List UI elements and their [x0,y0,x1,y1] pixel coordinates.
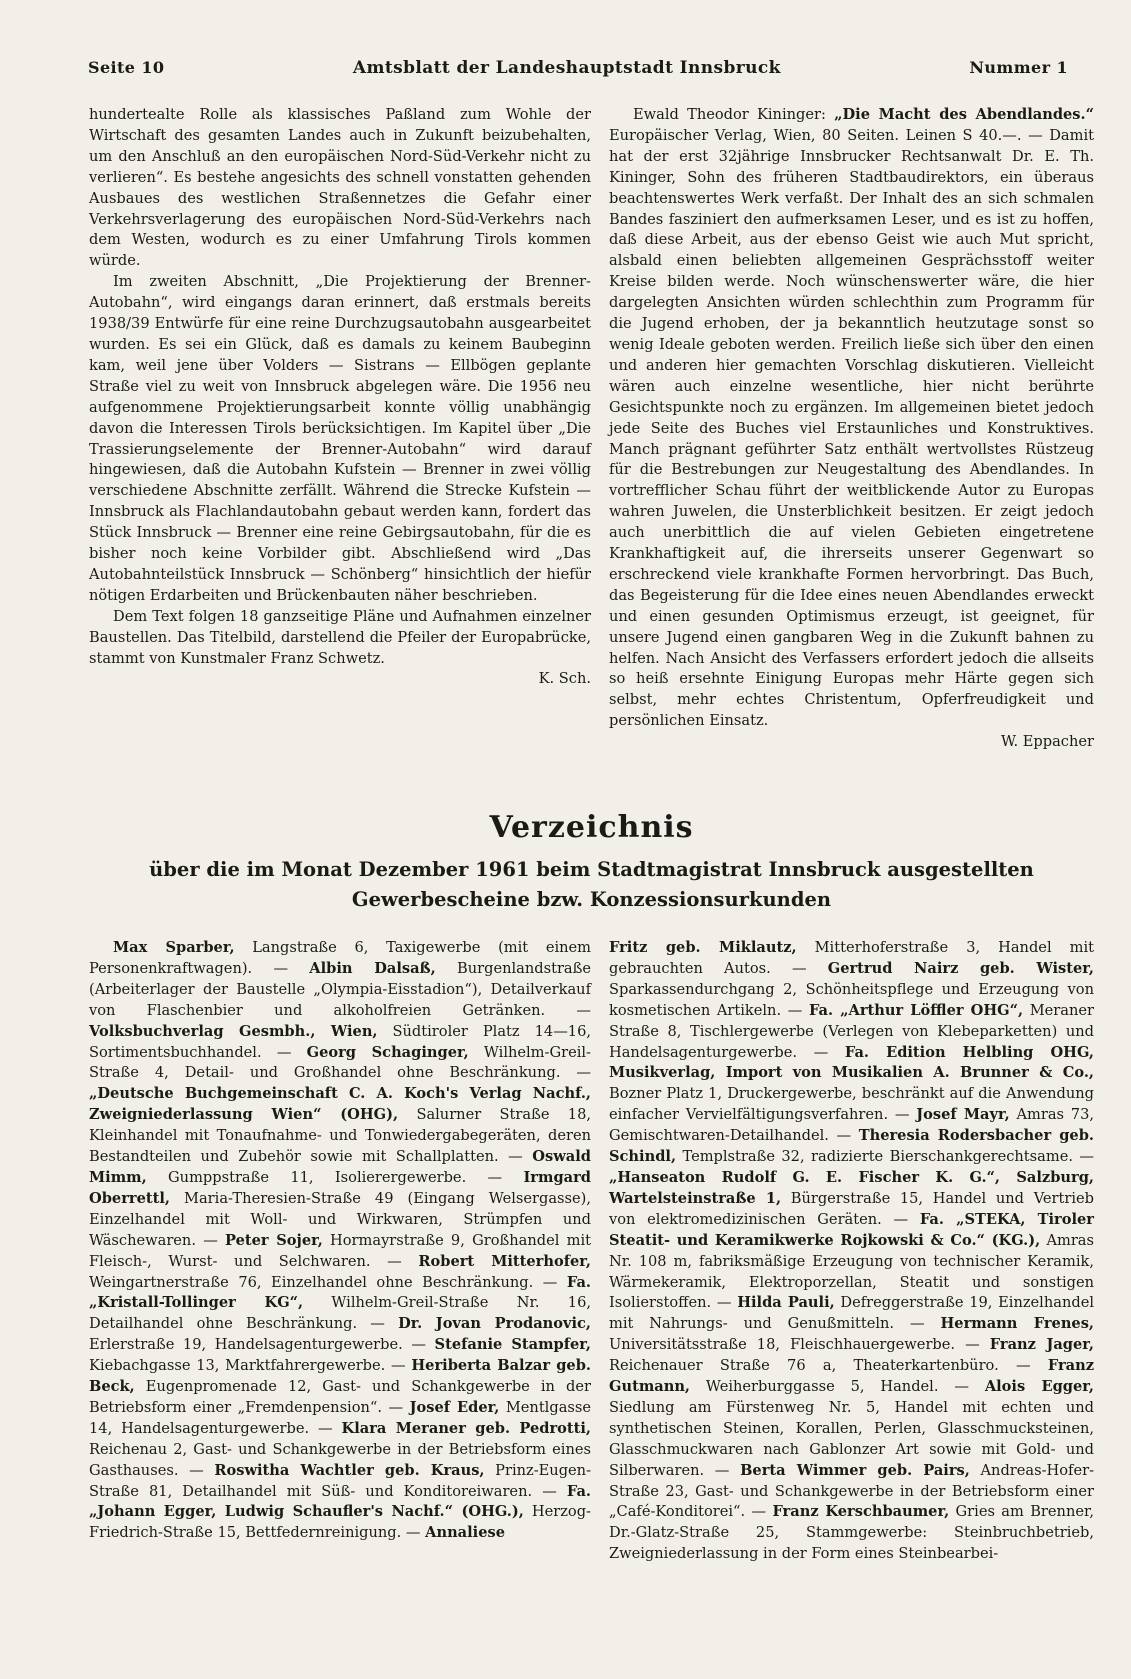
license-details: Sparkassendurchgang 2, Schönheitspflege und Erzeugung von kosmetischen Artikeln. — [609,980,1094,1019]
licensee-name: Heriberta Balzar geb. Beck, [89,1357,591,1396]
license-details: Bürgerstraße 15, Handel und Vertrieb von elektromedizinischen Geräten. — [609,1189,1094,1228]
licensee-name: Franz Jager, [989,1336,1094,1354]
licensee-name: Georg Schaginger, [306,1043,469,1061]
book-review-paragraph [609,105,1094,732]
licensee-name: Josef Mayr, [916,1106,1010,1124]
licensee-name: Fa. „Arthur Löffler OHG“, [808,1001,1024,1019]
licensee-name: Franz Kerschbaumer, [772,1503,950,1521]
license-details: Hormayrstraße 9, Großhandel mit Fleisch-, Wurst- und Selchwaren. — [89,1231,591,1270]
license-details: Amras Nr. 108 m, fabriksmäßige Erzeugung von technischer Keramik, Wärmekeramik, Elektroporzellan, Steatit und sonstigen Isolierstoffen. — [609,1231,1095,1312]
licensee-name: Klara Meraner geb. Pedrotti, [341,1419,591,1437]
licensee-name: Irmgard Oberrettl, [89,1168,591,1207]
license-list [609,938,1094,1565]
license-details: Herzog-Friedrich-Straße 15, Bettfedernreinigung. — [89,1503,591,1542]
licensee-name: Albin Dalsaß, [309,959,436,977]
licensee-name: Berta Wimmer geb. Pairs, [740,1461,970,1479]
licensee-name: Franz Gutmann, [609,1357,1094,1396]
licensee-name: „Hanseaton Rudolf G. E. Fischer K. G.“, Salzburg, Wartelsteinstraße 1, [609,1168,1094,1207]
page-number: Seite 10 [88,58,165,77]
license-details: Gumppstraße 11, Isolierergewerbe. — [146,1168,524,1186]
signature: W. Eppacher [1001,733,1094,751]
licensee-name: Gertrud Nairz geb. Wister, [827,959,1094,977]
license-details: Salurner Straße 18, Kleinhandel mit Tonaufnahme- und Tonwiedergabegeräten, deren Bestandteilen und Zubehör sowie mit Schallplatten. — [89,1106,591,1166]
license-list [89,938,591,1544]
issue-number: Nummer 1 [969,58,1068,77]
license-details: Erlerstraße 19, Handelsagenturgewerbe. — [89,1336,435,1354]
license-details: Weiherburggasse 5, Handel. — [690,1378,985,1396]
license-details: Andreas-Hofer-Straße 23, Gast- und Schankgewerbe in der Betriebsform einer „Café-Konditorei“. — [609,1461,1094,1521]
license-details: Prinz-Eugen-Straße 81, Detailhandel mit Süß- und Konditoreiwaren. — [89,1461,591,1500]
license-details: Amras 73, Gemischtwaren-Detailhandel. — [609,1106,1095,1145]
license-details: Reichenau 2, Gast- und Schankgewerbe in der Betriebsform eines Gasthauses. — [89,1440,591,1479]
license-details: Siedlung am Fürstenweg Nr. 5, Handel mit echten und synthetischen Steinen, Korallen, Perlen, Glasschmucksteinen, Glasschmuckwaren nach Gablonzer Art sowie mit Gold- und Silberwaren. — [609,1398,1094,1479]
license-details: Templstraße 32, radizierte Bierschankgerechtsame. — [676,1148,1094,1166]
top-left-column [89,105,591,690]
license-details: Wilhelm-Greil-Straße Nr. 16, Detailhandel ohne Beschränkung. — [89,1294,591,1333]
licensee-name: „Deutsche Buchgemeinschaft C. A. Koch's Verlag Nachf., Zweigniederlassung Wien“ (OHG), [89,1085,591,1124]
license-details: Weingartnerstraße 76, Einzelhandel ohne Beschränkung. — [89,1273,567,1291]
list-subtitle-line1: über die im Monat Dezember 1961 beim Stadtmagistrat Innsbruck ausgestellten [149,858,1034,881]
licensee-name: Hermann Frenes, [940,1315,1095,1333]
top-right-column [609,105,1094,753]
book-title: „Die Macht des Abendlandes.“ [834,106,1094,123]
licensee-name: Dr. Jovan Prodanovic, [398,1315,591,1333]
license-details: Gries am Brenner, Dr.-Glatz-Straße 25, Stammgewerbe: Steinbruchbetrieb, Zweigniederlassung in der Form eines Steinbearbei- [609,1503,1094,1563]
paragraph: Im zweiten Abschnitt, „Die Projektierung der Brenner-Autobahn“, wird eingangs daran erinnert, daß erstmals bereits 1938/39 Entwürfe für eine reine Durchzugsautobahn ausgearbeitet wurden. Es sei ein Glück, daß es damals zu keinem Baubeginn kam, weil jene über Volders — Sistrans — Ellbögen geplante Straße viel zu weit von Innsbruck abgelegen wäre. Die 1956 neu aufgenommene Projektierungsarbeit konnte völlig unabhängig davon die Interessen Tirols berücksichtigen. Im Kapitel über „Die Trassierungselemente der Brenner-Autobahn“ wird darauf hingewiesen, daß die Autobahn Kufstein — Brenner in zwei völlig verschiedene Abschnitte zerfällt. Während die Strecke Kufstein — Innsbruck als Flachlandautobahn gebaut werden kann, fordert das Stück Innsbruck — Brenner eine reine Gebirgsautobahn, für die es bisher noch keine Vorbilder gibt. Abschließend wird „Das Autobahnteilstück Innsbruck — Schönberg“ hinsichtlich der hiefür nötigen Erdarbeiten und Brückenbauten näher beschrieben. [89,273,591,604]
licensee-name: Fritz geb. Miklautz, [609,939,797,956]
license-details: Meraner Straße 8, Tischlergewerbe (Verlegen von Klebeparketten) und Handelsagenturgewerbe. — [609,1001,1094,1061]
publication-title: Amtsblatt der Landeshauptstadt Innsbruck [352,58,781,78]
licensee-name: Fa. „STEKA, Tiroler Steatit- und Keramikwerke Rojkowski & Co.“ (KG.), [609,1210,1094,1249]
list-subtitle-line2: Gewerbescheine bzw. Konzessionsurkunden [351,888,832,911]
list-title: Verzeichnis [489,810,694,845]
licensee-name: Stefanie Stampfer, [434,1336,591,1354]
licensee-name: Theresia Rodersbacher geb. Schindl, [609,1127,1094,1166]
paragraph: hundertealte Rolle als klassisches Paßland zum Wohle der Wirtschaft des gesamten Landes auch in Zukunft beizubehalten, um den Anschluß an den europäischen Nord-Süd-Verkehr nicht zu verlieren“. Es bestehe angesichts des schnell vonstatten gehenden Ausbaues des westlichen Straßennetzes die Gefahr einer Verkehrsverlagerung des europäischen Nord-Süd-Verkehrs nach dem Westen, wodurch es zu einer Umfahrung Tirols kommen würde. [89,106,591,270]
license-details: Mitterhoferstraße 3, Handel mit gebrauchten Autos. — [609,939,1094,977]
licensee-name: Robert Mitterhofer, [418,1252,591,1270]
licensee-name: Hilda Pauli, [737,1294,835,1312]
license-details: Südtiroler Platz 14—16, Sortimentsbuchhandel. — [89,1022,591,1061]
licensee-name: Oswald Mimm, [89,1148,591,1186]
license-details: Burgenlandstraße (Arbeiterlager der Baustelle „Olympia-Eisstadion“), Detailverkauf von Flaschenbier und alkoholfreien Getränken. — [89,959,591,1019]
license-details: Eugenpromenade 12, Gast- und Schankgewerbe in der Betriebsform einer „Fremdenpension“. — [89,1378,591,1416]
license-details: Kiebachgasse 13, Marktfahrergewerbe. — [89,1357,412,1375]
license-details: Universitätsstraße 18, Fleischhauergewerbe. — [609,1336,990,1354]
licensee-name: Fa. „Kristall-Tollinger KG“, [89,1273,591,1312]
bottom-left-column [89,938,591,1544]
signature: K. Sch. [538,670,591,688]
licensee-name: Max Sparber, [113,939,235,956]
licensee-name: Annaliese [425,1524,506,1542]
review-author: Ewald Theodor Kininger: [633,106,826,123]
page-header [88,58,1068,82]
license-details: Mentlgasse 14, Handelsagenturgewerbe. — [89,1398,592,1437]
license-details: Defreggerstraße 19, Einzelhandel mit Nahrungs- und Genußmitteln. — [609,1294,1094,1333]
license-details: Reichenauer Straße 76 a, Theaterkartenbüro. — [609,1357,1048,1375]
license-details: Langstraße 6, Taxigewerbe (mit einem Personenkraftwagen). — [89,939,592,977]
licensee-name: Volksbuchverlag Gesmbh., Wien, [89,1022,378,1040]
bottom-right-column [609,938,1094,1565]
licensee-name: Josef Eder, [409,1398,500,1416]
license-details: Wilhelm-Greil-Straße 4, Detail- und Großhandel ohne Beschränkung. — [89,1043,591,1082]
licensee-name: Peter Sojer, [225,1231,323,1249]
license-details: Maria-Theresien-Straße 49 (Eingang Welsergasse), Einzelhandel mit Woll- und Wirkwaren, Strümpfen und Wäschewaren. — [89,1189,591,1249]
paragraph: Dem Text folgen 18 ganzseitige Pläne und Aufnahmen einzelner Baustellen. Das Titelbild, darstellend die Pfeiler der Europabrücke, stammt von Kunstmaler Franz Schwetz. [89,607,591,667]
license-details: Bozner Platz 1, Druckergewerbe, beschränkt auf die Anwendung einfacher Vervielfältigungsverfahren. — [609,1085,1094,1124]
licensee-name: Alois Egger, [984,1378,1095,1396]
licensee-name: Fa. Edition Helbling OHG, Musikverlag, Import von Musikalien A. Brunner & Co., [609,1043,1094,1082]
licensee-name: Fa. „Johann Egger, Ludwig Schaufler's Nachf.“ (OHG.), [89,1482,591,1521]
review-text: Europäischer Verlag, Wien, 80 Seiten. Leinen S 40.—. — Damit hat der erst 32jährige Innsbrucker Rechtsanwalt Dr. E. Th. Kininger, Sohn des früheren Stadtbaudirektors, ein überaus beachtenswertes Werk verfaßt. Der Inhalt des an sich schmalen Bandes fasziniert den aufmerksamen Leser, und es ist zu hoffen, daß diese Arbeit, aus der ebenso Geist wie auch Mut spricht, alsbald einen beliebten allgemeinen Gesprächsstoff weiter Kreise bilden werde. Noch wünschenswerter wäre, die hier dargelegten Ansichten würden schlechthin zum Programm für die Jugend erhoben, der ja bekanntlich heutzutage sonst so wenig Ideale geboten werden. Freilich ließe sich über den einen und anderen hier gemachten Vorschlag diskutieren. Vielleicht wären auch einzelne wesentliche, hier nicht berührte Gesichtspunkte noch zu ergänzen. Im allgemeinen bietet jedoch jede Seite des Buches viel Erstaunliches und Konstruktives. Manch prägnant geführter Satz enthält wertvollstes Rüstzeug für die Bestrebungen zur Neugestaltung des Abendlandes. In vortrefflicher Schau führt der weitblickende Autor zu Europas wahren Juwelen, die Unsterblichkeit besitzen. Er zeigt jedoch auch unerbittlich die auf vielen Gebieten eingetretene Krankhaftigkeit auf, die ihrerseits unserer Gegenwart so erschreckend viele krankhafte Formen hervorbringt. Das Buch, das Begeisterung für die Idee eines neuen Abendlandes erweckt und einen gesunden Optimismus erzeugt, ist geeignet, für unsere Jugend einen gangbaren Weg in die Zukunft bahnen zu helfen. Nach Ansicht des Verfassers erfordert jedoch die allseits so heiß ersehnte Einigung Europas mehr Härte gegen sich selbst, mehr echtes Christentum, Opferfreudigkeit und persönlichen Einsatz. [609,126,1094,730]
licensee-name: Roswitha Wachtler geb. Kraus, [214,1461,485,1479]
